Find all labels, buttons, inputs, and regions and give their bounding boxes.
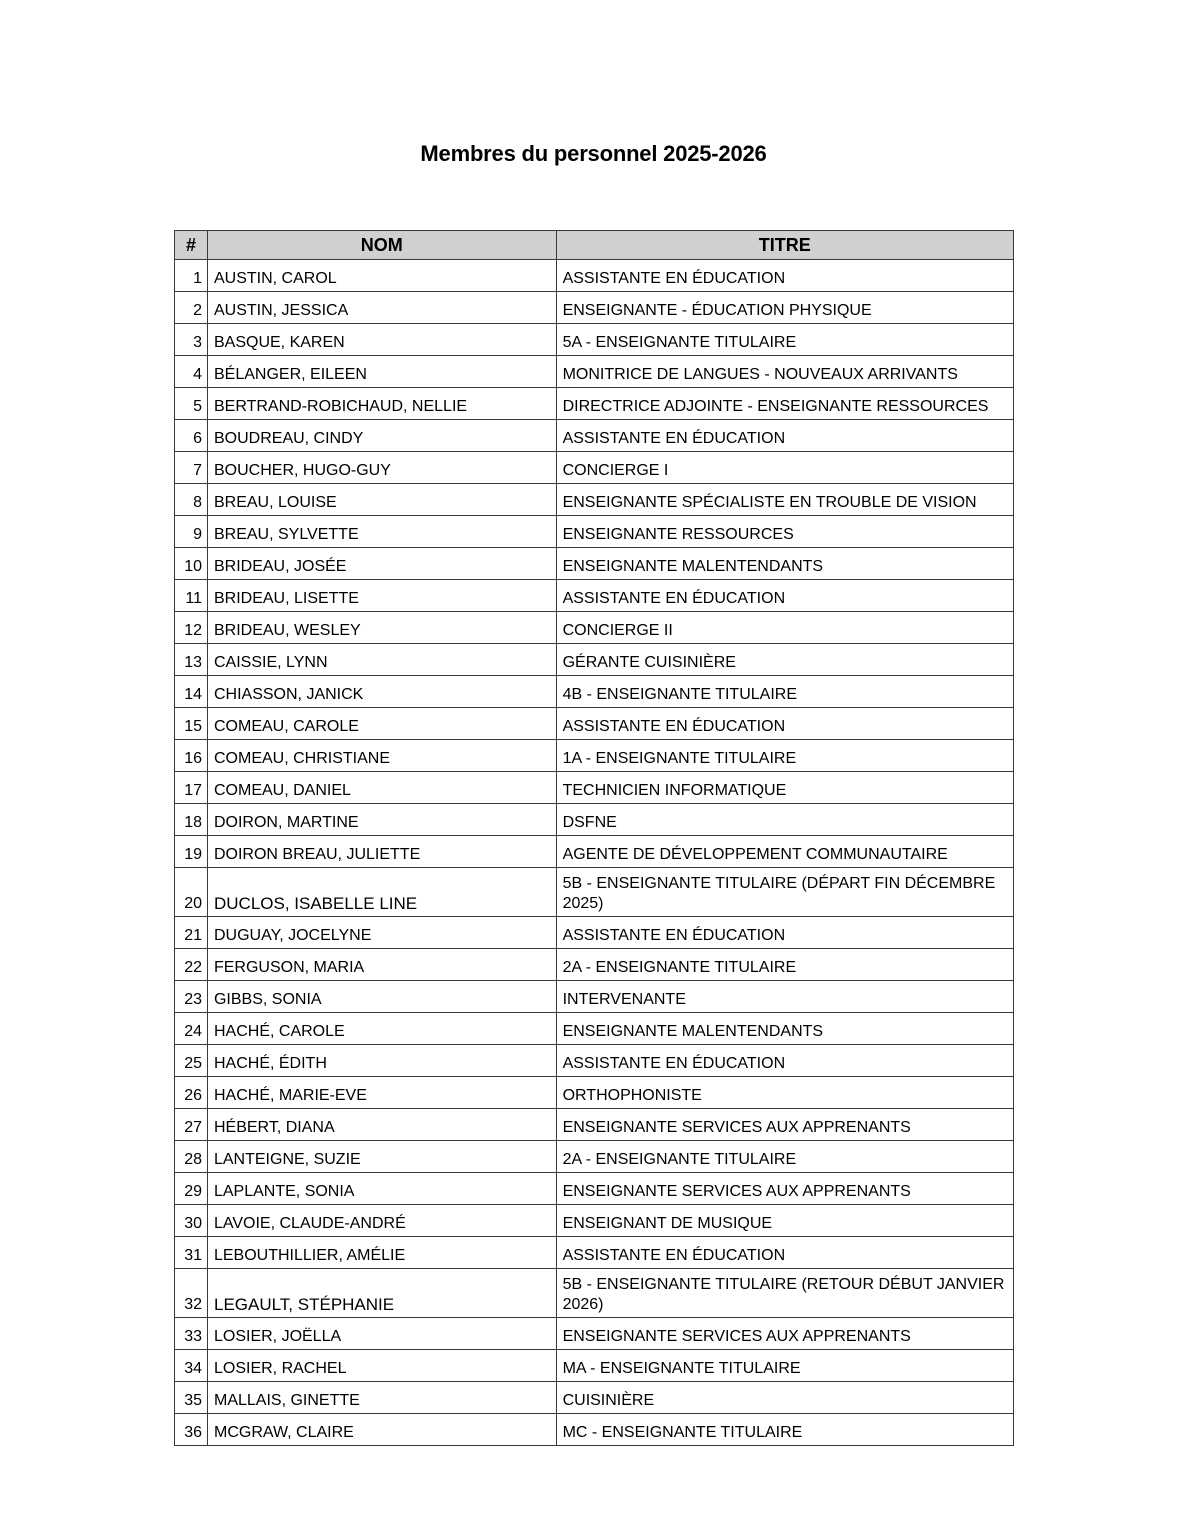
row-number: 3	[175, 324, 208, 356]
row-number: 7	[175, 452, 208, 484]
row-number: 19	[175, 836, 208, 868]
staff-name: BREAU, LOUISE	[207, 484, 556, 516]
row-number: 13	[175, 644, 208, 676]
table-body	[175, 260, 1014, 1446]
staff-name: BERTRAND-ROBICHAUD, NELLIE	[207, 388, 556, 420]
table-row	[175, 1414, 1014, 1446]
table-row	[175, 1382, 1014, 1414]
staff-title: 2A - ENSEIGNANTE TITULAIRE	[556, 949, 1013, 981]
staff-title: INTERVENANTE	[556, 981, 1013, 1013]
row-number: 28	[175, 1141, 208, 1173]
staff-title: ENSEIGNANTE SERVICES AUX APPRENANTS	[556, 1109, 1013, 1141]
staff-title: ENSEIGNANTE - ÉDUCATION PHYSIQUE	[556, 292, 1013, 324]
row-number: 8	[175, 484, 208, 516]
row-number: 12	[175, 612, 208, 644]
row-number: 5	[175, 388, 208, 420]
row-number: 36	[175, 1414, 208, 1446]
table-row	[175, 1013, 1014, 1045]
staff-name: MALLAIS, GINETTE	[207, 1382, 556, 1414]
staff-name: BRIDEAU, JOSÉE	[207, 548, 556, 580]
table-row	[175, 356, 1014, 388]
table-row	[175, 676, 1014, 708]
table-row	[175, 420, 1014, 452]
staff-name: LAVOIE, CLAUDE-ANDRÉ	[207, 1205, 556, 1237]
table-row	[175, 580, 1014, 612]
staff-title: DIRECTRICE ADJOINTE - ENSEIGNANTE RESSOURCES	[556, 388, 1013, 420]
staff-title: ASSISTANTE EN ÉDUCATION	[556, 260, 1013, 292]
staff-title: DSFNE	[556, 804, 1013, 836]
staff-title: ASSISTANTE EN ÉDUCATION	[556, 708, 1013, 740]
staff-name: COMEAU, CHRISTIANE	[207, 740, 556, 772]
staff-title: ENSEIGNANTE MALENTENDANTS	[556, 1013, 1013, 1045]
row-number: 35	[175, 1382, 208, 1414]
row-number: 21	[175, 917, 208, 949]
table-row	[175, 260, 1014, 292]
row-number: 9	[175, 516, 208, 548]
row-number: 34	[175, 1350, 208, 1382]
table-row	[175, 388, 1014, 420]
column-header-title: TITRE	[556, 231, 1013, 260]
table-row	[175, 1350, 1014, 1382]
staff-name: LOSIER, RACHEL	[207, 1350, 556, 1382]
staff-title: MA - ENSEIGNANTE TITULAIRE	[556, 1350, 1013, 1382]
row-number: 6	[175, 420, 208, 452]
staff-title: ENSEIGNANTE SPÉCIALISTE EN TROUBLE DE VISION	[556, 484, 1013, 516]
row-number: 25	[175, 1045, 208, 1077]
staff-title: CUISINIÈRE	[556, 1382, 1013, 1414]
table-row	[175, 1269, 1014, 1318]
table-row	[175, 292, 1014, 324]
staff-title: 4B - ENSEIGNANTE TITULAIRE	[556, 676, 1013, 708]
table-row	[175, 740, 1014, 772]
staff-title: MONITRICE DE LANGUES - NOUVEAUX ARRIVANTS	[556, 356, 1013, 388]
staff-name: DOIRON, MARTINE	[207, 804, 556, 836]
row-number: 32	[175, 1269, 208, 1318]
staff-name: COMEAU, DANIEL	[207, 772, 556, 804]
staff-title: ENSEIGNANT DE MUSIQUE	[556, 1205, 1013, 1237]
column-header-number: #	[175, 231, 208, 260]
row-number: 14	[175, 676, 208, 708]
row-number: 23	[175, 981, 208, 1013]
staff-name: LOSIER, JOËLLA	[207, 1318, 556, 1350]
row-number: 20	[175, 868, 208, 917]
header-row	[175, 231, 1014, 260]
staff-title: 5B - ENSEIGNANTE TITULAIRE (RETOUR DÉBUT JANVIER 2026)	[556, 1269, 1013, 1318]
table-row	[175, 516, 1014, 548]
table-row	[175, 1173, 1014, 1205]
staff-title: 5A - ENSEIGNANTE TITULAIRE	[556, 324, 1013, 356]
staff-title: CONCIERGE II	[556, 612, 1013, 644]
staff-title: 2A - ENSEIGNANTE TITULAIRE	[556, 1141, 1013, 1173]
staff-name: LEGAULT, STÉPHANIE	[207, 1269, 556, 1318]
staff-title: 5B - ENSEIGNANTE TITULAIRE (DÉPART FIN DÉCEMBRE 2025)	[556, 868, 1013, 917]
row-number: 10	[175, 548, 208, 580]
row-number: 17	[175, 772, 208, 804]
staff-title: ASSISTANTE EN ÉDUCATION	[556, 580, 1013, 612]
table-row	[175, 1141, 1014, 1173]
staff-title: ENSEIGNANTE RESSOURCES	[556, 516, 1013, 548]
staff-title: ORTHOPHONISTE	[556, 1077, 1013, 1109]
staff-name: FERGUSON, MARIA	[207, 949, 556, 981]
staff-title: TECHNICIEN INFORMATIQUE	[556, 772, 1013, 804]
table-row	[175, 708, 1014, 740]
table-row	[175, 484, 1014, 516]
staff-title: CONCIERGE I	[556, 452, 1013, 484]
staff-title: GÉRANTE CUISINIÈRE	[556, 644, 1013, 676]
table-row	[175, 1045, 1014, 1077]
row-number: 33	[175, 1318, 208, 1350]
staff-name: AUSTIN, CAROL	[207, 260, 556, 292]
staff-name: AUSTIN, JESSICA	[207, 292, 556, 324]
staff-name: BRIDEAU, WESLEY	[207, 612, 556, 644]
table-row	[175, 917, 1014, 949]
staff-name: MCGRAW, CLAIRE	[207, 1414, 556, 1446]
row-number: 30	[175, 1205, 208, 1237]
table-row	[175, 804, 1014, 836]
staff-name: DOIRON BREAU, JULIETTE	[207, 836, 556, 868]
staff-name: DUGUAY, JOCELYNE	[207, 917, 556, 949]
row-number: 15	[175, 708, 208, 740]
staff-name: LANTEIGNE, SUZIE	[207, 1141, 556, 1173]
table-row	[175, 868, 1014, 917]
table-header	[175, 231, 1014, 260]
staff-name: COMEAU, CAROLE	[207, 708, 556, 740]
staff-title: ENSEIGNANTE MALENTENDANTS	[556, 548, 1013, 580]
staff-title: ASSISTANTE EN ÉDUCATION	[556, 917, 1013, 949]
staff-title: ASSISTANTE EN ÉDUCATION	[556, 1045, 1013, 1077]
staff-name: HACHÉ, CAROLE	[207, 1013, 556, 1045]
staff-name: HACHÉ, MARIE-EVE	[207, 1077, 556, 1109]
table-row	[175, 981, 1014, 1013]
table-row	[175, 1318, 1014, 1350]
staff-name: CHIASSON, JANICK	[207, 676, 556, 708]
row-number: 16	[175, 740, 208, 772]
staff-title: ASSISTANTE EN ÉDUCATION	[556, 1237, 1013, 1269]
row-number: 27	[175, 1109, 208, 1141]
staff-title: ASSISTANTE EN ÉDUCATION	[556, 420, 1013, 452]
row-number: 31	[175, 1237, 208, 1269]
table-row	[175, 612, 1014, 644]
staff-title: ENSEIGNANTE SERVICES AUX APPRENANTS	[556, 1318, 1013, 1350]
table-row	[175, 1109, 1014, 1141]
table-row	[175, 324, 1014, 356]
table-row	[175, 1077, 1014, 1109]
table-row	[175, 836, 1014, 868]
staff-name: BOUDREAU, CINDY	[207, 420, 556, 452]
staff-name: LEBOUTHILLIER, AMÉLIE	[207, 1237, 556, 1269]
staff-name: GIBBS, SONIA	[207, 981, 556, 1013]
staff-name: BRIDEAU, LISETTE	[207, 580, 556, 612]
row-number: 29	[175, 1173, 208, 1205]
row-number: 26	[175, 1077, 208, 1109]
staff-name: LAPLANTE, SONIA	[207, 1173, 556, 1205]
staff-title: ENSEIGNANTE SERVICES AUX APPRENANTS	[556, 1173, 1013, 1205]
staff-table	[174, 230, 1014, 1446]
staff-title: 1A - ENSEIGNANTE TITULAIRE	[556, 740, 1013, 772]
table-row	[175, 1237, 1014, 1269]
table-row	[175, 452, 1014, 484]
staff-name: HACHÉ, ÉDITH	[207, 1045, 556, 1077]
row-number: 2	[175, 292, 208, 324]
staff-title: AGENTE DE DÉVELOPPEMENT COMMUNAUTAIRE	[556, 836, 1013, 868]
column-header-name: NOM	[207, 231, 556, 260]
staff-name: HÉBERT, DIANA	[207, 1109, 556, 1141]
table-row	[175, 644, 1014, 676]
table-row	[175, 772, 1014, 804]
row-number: 22	[175, 949, 208, 981]
row-number: 4	[175, 356, 208, 388]
table-row	[175, 1205, 1014, 1237]
row-number: 11	[175, 580, 208, 612]
staff-name: CAISSIE, LYNN	[207, 644, 556, 676]
staff-title: MC - ENSEIGNANTE TITULAIRE	[556, 1414, 1013, 1446]
staff-name: DUCLOS, ISABELLE LINE	[207, 868, 556, 917]
staff-name: BASQUE, KAREN	[207, 324, 556, 356]
row-number: 1	[175, 260, 208, 292]
table-row	[175, 548, 1014, 580]
page-title: Membres du personnel 2025-2026	[420, 141, 767, 166]
table-row	[175, 949, 1014, 981]
row-number: 18	[175, 804, 208, 836]
staff-name: BREAU, SYLVETTE	[207, 516, 556, 548]
staff-name: BOUCHER, HUGO-GUY	[207, 452, 556, 484]
staff-name: BÉLANGER, EILEEN	[207, 356, 556, 388]
row-number: 24	[175, 1013, 208, 1045]
